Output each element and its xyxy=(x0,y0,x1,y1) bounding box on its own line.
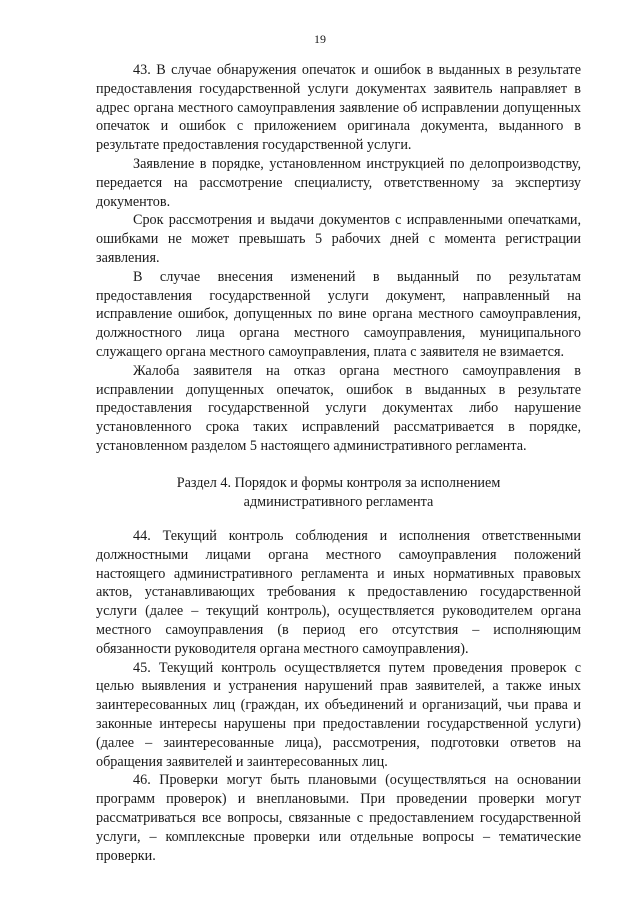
paragraph-complaint: Жалоба заявителя на отказ органа местного самоуправления в исправлении допущенных опечаток, ошибок в выданных в результате предоставления государственной услуги документах либо нарушение установленного срока таких исправлений рассматривается в порядке, установленном разделом 5 настоящего административного регламента. xyxy=(96,362,581,454)
section-3-text xyxy=(96,61,581,456)
paragraph-review-term: Срок рассмотрения и выдачи документов с исправленными опечатками, ошибками не может превышать 5 рабочих дней с момента регистрации заявления. xyxy=(96,212,581,266)
section-4-heading-line-2: административного регламента xyxy=(243,493,434,510)
page-number: 19 xyxy=(314,32,326,46)
paragraph-46: 46. Проверки могут быть плановыми (осуществляться на основании программ проверок) и внеплановыми. При проведении проверки могут рассматриваться все вопросы, связанные с предоставлением государственной услуги, – комплексные проверки или отдельные вопросы – тематические проверки. xyxy=(96,772,581,864)
paragraph-application-procedure: Заявление в порядке, установленном инструкцией по делопроизводству, передается на рассмотрение специалисту, ответственному за экспертизу документов. xyxy=(96,155,581,210)
paragraph-45: 45. Текущий контроль осуществляется путем проведения проверок с целью выявления и устранения нарушений прав заявителей, а также иных заинтересованных лиц (граждан, их объединений и организаций, чьи права и законные интересы нарушены при предоставлении государственной услуги) (далее – заинтересованные лица), рассмотрения, подготовки ответов на обращения заявителей и заинтересованных лиц. xyxy=(96,659,581,770)
paragraph-44: 44. Текущий контроль соблюдения и исполнения ответственными должностными лицами органа местного самоуправления положений настоящего административного регламента и иных нормативных правовых актов, устанавливающих требования к предоставлению государственной услуги (далее – текущий контроль), осуществляется руководителем органа местного самоуправления (в период его отсутствия – исполняющим обязанности руководителя органа местного самоуправления). xyxy=(96,528,581,657)
section-4-text xyxy=(96,527,581,865)
paragraph-no-fee: В случае внесения изменений в выданный по результатам предоставления государственной услуги документ, направленный на исправление ошибок, допущенных по вине органа местного самоуправления, должностного лица органа местного самоуправления, муниципального служащего органа местного самоуправления, плата с заявителя не взимается. xyxy=(96,268,581,360)
section-4-heading xyxy=(96,474,581,512)
section-4-heading-line-1: Раздел 4. Порядок и формы контроля за исполнением xyxy=(176,475,501,491)
paragraph-43: 43. В случае обнаружения опечаток и ошибок в выданных в результате предоставления государственной услуги документах заявитель направляет в адрес органа местного самоуправления заявление об исправлении допущенных опечаток и ошибок с приложением оригинала документа, выданного в результате предоставления государственной услуги. xyxy=(96,62,581,154)
